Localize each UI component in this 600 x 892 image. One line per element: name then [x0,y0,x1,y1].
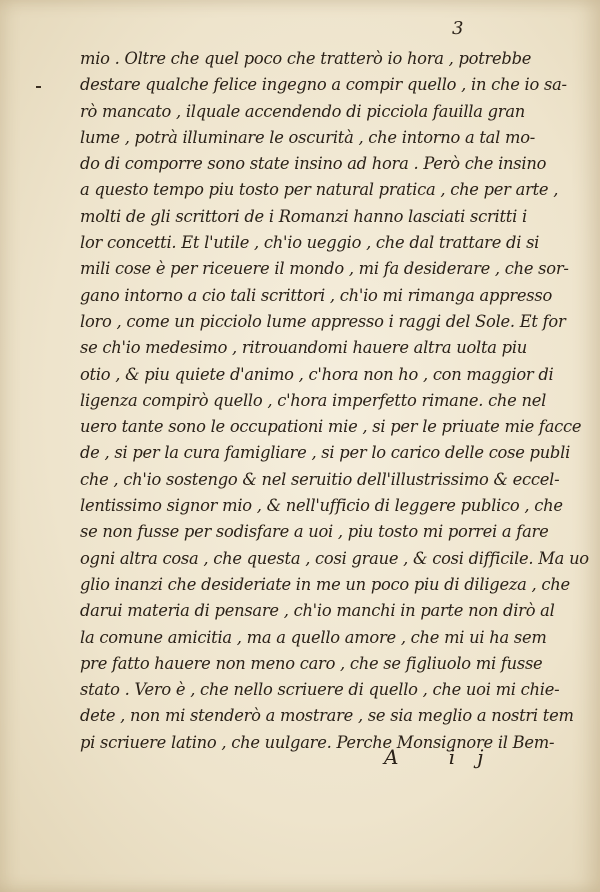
text-line: ligenza compirò quello , c'hora imperfetto rimane. che nel [80,390,547,410]
text-line: mio . Oltre che quel poco che tratterò io hora , potrebbe [80,49,532,68]
text-line: mili cose è per riceuere il mondo , mi fa desiderare , che sor- [80,259,569,279]
text-line: uero tante sono le occupationi mie , si per le priuate mie facce [80,417,582,437]
text-line: lume , potrà illuminare le oscurità , che intorno a tal mo- [80,127,536,147]
text-line: do di comporre sono state insino ad hora . Però che insino [80,154,547,174]
text-line: se ch'io medesimo , ritrouandomi hauere altra uolta piu [80,338,528,358]
text-line: a questo tempo piu tosto per natural pratica , che per arte , [80,180,559,200]
text-line: se non fusse per sodisfare a uoi , piu tosto mi porrei a fare [80,522,549,542]
text-line: rò mancato , ilquale accendendo di picciola fauilla gran [80,101,526,121]
text-line: lentissimo signor mio , & nell'ufficio di leggere publico , che [80,496,563,516]
text-line: de , si per la cura famigliare , si per lo carico delle cose publi [80,443,571,463]
signature-mark: A ij [384,745,506,769]
body-text [80,46,589,756]
text-line: stato . Vero è , che nello scriuere di quello , che uoi mi chie- [80,680,560,700]
margin-mark [36,86,41,88]
text-line: molti de gli scrittori de i Romanzi hanno lasciati scritti i [80,206,527,226]
text-line: gano intorno a cio tali scrittori , ch'io mi rimanga appresso [80,285,553,305]
text-line: pi scriuere latino , che uulgare. Perche Monsignore il Bem- [80,732,555,752]
text-line: dete , non mi stenderò a mostrare , se sia meglio a nostri tem [80,706,574,726]
text-line: pre fatto hauere non meno caro , che se figliuolo mi fusse [80,653,543,673]
text-line: destare qualche felice ingegno a compir quello , in che io sa- [80,75,567,95]
page-number: 3 [452,18,464,39]
text-line: la comune amicitia , ma a quello amore , che mi ui ha sem [80,627,547,647]
text-line: otio , & piu quiete d'animo , c'hora non ho , con maggior di [80,364,554,384]
text-line: darui materia di pensare , ch'io manchi in parte non dirò al [80,601,555,621]
text-line: glio inanzi che desideriate in me un poco piu di diligeza , che [80,574,570,594]
text-line: che , ch'io sostengo & nel seruitio dell'illustrissimo & eccel- [80,469,560,489]
text-line: loro , come un picciolo lume appresso i raggi del Sole. Et for [80,311,566,331]
text-line: lor concetti. Et l'utile , ch'io ueggio , che dal trattare di si [80,233,540,253]
text-line: ogni altra cosa , che questa , cosi graue , & cosi difficile. Ma uo [80,548,589,568]
